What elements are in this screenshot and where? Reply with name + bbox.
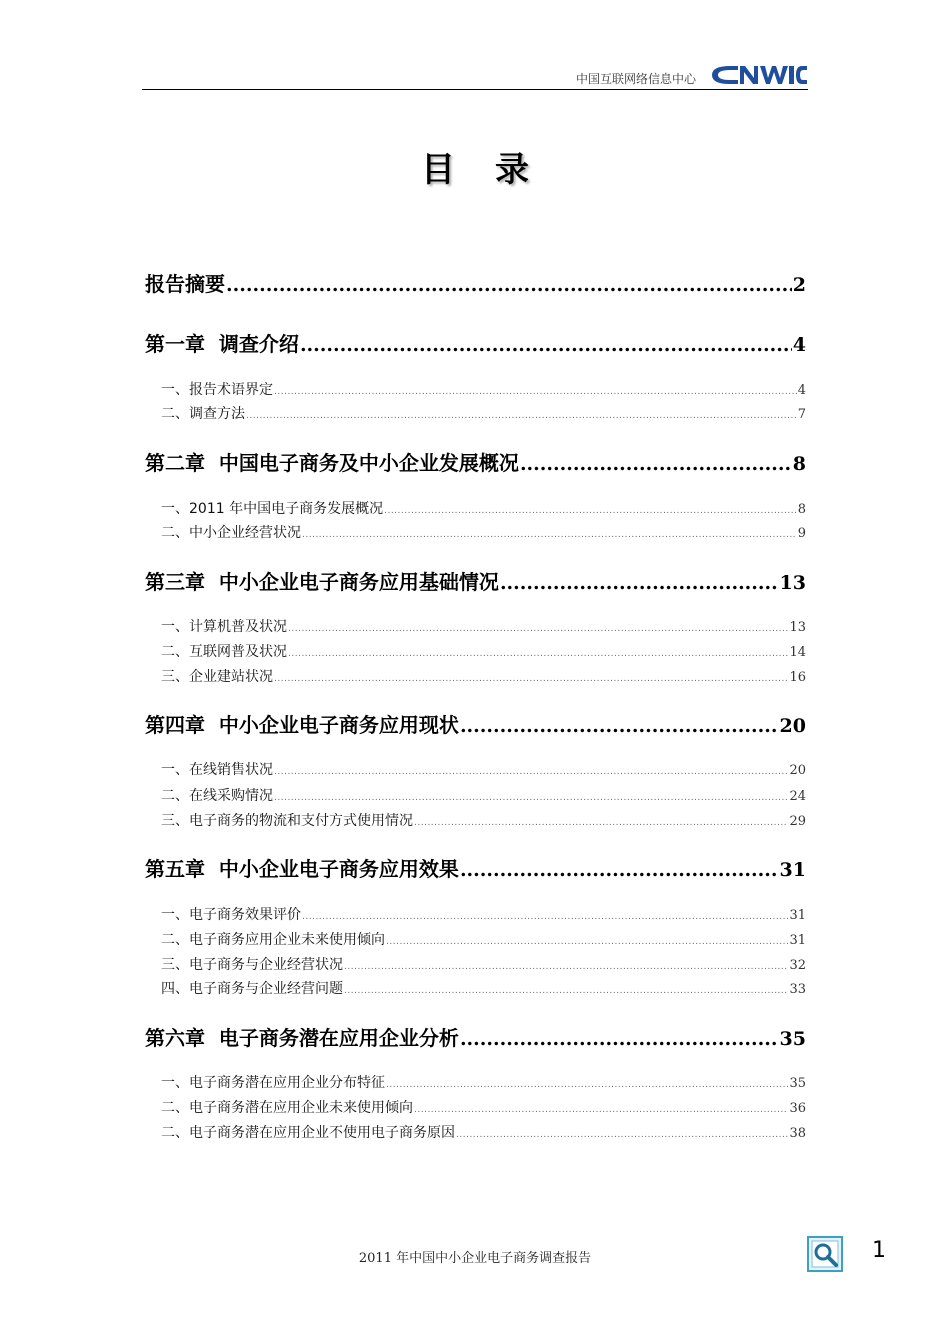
toc-page-number: 33 xyxy=(789,982,806,997)
toc-section[interactable] xyxy=(161,522,806,542)
toc-section[interactable] xyxy=(161,1122,806,1142)
toc-leader xyxy=(300,334,792,356)
toc-page-number: 16 xyxy=(789,670,806,685)
toc-leader xyxy=(414,1105,788,1115)
toc-page-number: 35 xyxy=(789,1076,806,1091)
toc-section[interactable] xyxy=(161,641,806,661)
toc-leader xyxy=(274,674,788,684)
toc-chapter-summary[interactable] xyxy=(145,268,806,297)
toc-leader xyxy=(386,937,788,947)
toc-label: 第四章 中小企业电子商务应用现状 xyxy=(145,713,459,737)
cnnic-logo-icon xyxy=(708,62,808,88)
toc-page-number: 24 xyxy=(789,789,806,804)
toc-page-number: 4 xyxy=(792,334,806,356)
toc-page-number: 29 xyxy=(789,814,806,829)
page-title: 目录 xyxy=(421,150,569,190)
toc-leader xyxy=(246,411,797,421)
toc-leader xyxy=(302,530,797,540)
toc-section[interactable] xyxy=(161,978,806,998)
toc-section[interactable] xyxy=(161,929,806,949)
toc-label: 二、电子商务潜在应用企业未来使用倾向 xyxy=(161,1100,413,1116)
toc-section[interactable] xyxy=(161,904,806,924)
toc-leader xyxy=(274,767,788,777)
toc-label: 二、中小企业经营状况 xyxy=(161,525,301,541)
toc-page-number: 13 xyxy=(779,572,806,594)
toc-section[interactable] xyxy=(161,810,806,830)
toc-page-number: 13 xyxy=(789,620,806,635)
toc-leader xyxy=(302,912,788,922)
toc-page-number: 14 xyxy=(789,645,806,660)
toc-label: 第一章 调查介绍 xyxy=(145,332,299,356)
toc-label: 报告摘要 xyxy=(145,272,225,296)
toc-page-number: 8 xyxy=(792,453,806,475)
toc-leader xyxy=(520,453,792,475)
toc-chapter-2[interactable] xyxy=(145,447,806,476)
toc-leader xyxy=(226,274,792,296)
toc-label: 三、电子商务与企业经营状况 xyxy=(161,957,343,973)
toc-page-number: 32 xyxy=(789,958,806,973)
toc-page-number: 8 xyxy=(797,502,806,517)
organization-name: 中国互联网络信息中心 xyxy=(575,72,696,86)
toc-label: 第三章 中小企业电子商务应用基础情况 xyxy=(145,570,499,594)
toc-leader xyxy=(460,715,779,737)
toc-page-number: 20 xyxy=(789,763,806,778)
toc-leader xyxy=(288,624,788,634)
toc-leader xyxy=(344,986,788,996)
page-header xyxy=(142,58,808,90)
toc-label: 一、计算机普及状况 xyxy=(161,619,287,635)
toc-chapter-5[interactable] xyxy=(145,853,806,882)
toc-chapter-3[interactable] xyxy=(145,566,806,595)
toc-leader xyxy=(386,1080,788,1090)
toc-page-number: 31 xyxy=(789,908,806,923)
toc-chapter-6[interactable] xyxy=(145,1022,806,1051)
toc-label: 一、在线销售状况 xyxy=(161,762,273,778)
toc-section[interactable] xyxy=(161,759,806,779)
toc-label: 二、电子商务应用企业未来使用倾向 xyxy=(161,932,385,948)
toc-label: 一、电子商务潜在应用企业分布特征 xyxy=(161,1075,385,1091)
toc-section[interactable] xyxy=(161,379,806,399)
toc-page-number: 31 xyxy=(779,859,806,881)
toc-label: 三、电子商务的物流和支付方式使用情况 xyxy=(161,813,413,829)
toc-leader xyxy=(288,649,788,659)
toc-section[interactable] xyxy=(161,616,806,636)
toc-label: 三、企业建站状况 xyxy=(161,669,273,685)
toc-label: 二、电子商务潜在应用企业不使用电子商务原因 xyxy=(161,1125,455,1141)
toc-leader xyxy=(274,793,788,803)
toc-page-number: 35 xyxy=(779,1028,806,1050)
toc-label: 一、报告术语界定 xyxy=(161,382,273,398)
toc-page-number: 7 xyxy=(797,407,806,422)
toc-chapter-1[interactable] xyxy=(145,328,806,357)
toc-label: 一、2011 年中国电子商务发展概况 xyxy=(161,501,384,517)
toc-leader xyxy=(460,859,779,881)
toc-leader xyxy=(500,572,779,594)
toc-label: 一、电子商务效果评价 xyxy=(161,907,301,923)
toc-leader xyxy=(384,506,797,516)
footer-report-title: 2011 年中国中小企业电子商务调查报告 xyxy=(358,1251,592,1266)
toc-leader xyxy=(344,962,788,972)
toc-page-number: 38 xyxy=(789,1126,806,1141)
toc-label: 第五章 中小企业电子商务应用效果 xyxy=(145,857,459,881)
toc-page-number: 36 xyxy=(789,1101,806,1116)
toc-section[interactable] xyxy=(161,1072,806,1092)
toc-chapter-4[interactable] xyxy=(145,709,806,738)
toc-page-number: 20 xyxy=(779,715,806,737)
toc-label: 二、调查方法 xyxy=(161,406,245,422)
toc-page-number: 31 xyxy=(789,933,806,948)
toc-label: 二、互联网普及状况 xyxy=(161,644,287,660)
toc-label: 第六章 电子商务潜在应用企业分析 xyxy=(145,1026,459,1050)
toc-section[interactable] xyxy=(161,1097,806,1117)
toc-label: 四、电子商务与企业经营问题 xyxy=(161,981,343,997)
toc-section[interactable] xyxy=(161,498,806,518)
toc-section[interactable] xyxy=(161,785,806,805)
toc-page-number: 9 xyxy=(797,526,806,541)
toc-page-number: 2 xyxy=(792,274,806,296)
toc-leader xyxy=(414,818,788,828)
toc-leader xyxy=(274,387,797,397)
toc-label: 二、在线采购情况 xyxy=(161,788,273,804)
toc-section[interactable] xyxy=(161,954,806,974)
toc-leader xyxy=(460,1028,779,1050)
toc-page-number: 4 xyxy=(797,383,806,398)
magnifier-report-icon xyxy=(807,1236,843,1272)
toc-section[interactable] xyxy=(161,666,806,686)
toc-section[interactable] xyxy=(161,403,806,423)
toc-label: 第二章 中国电子商务及中小企业发展概况 xyxy=(145,451,519,475)
page-number: 1 xyxy=(872,1238,886,1263)
toc-leader xyxy=(456,1130,788,1140)
